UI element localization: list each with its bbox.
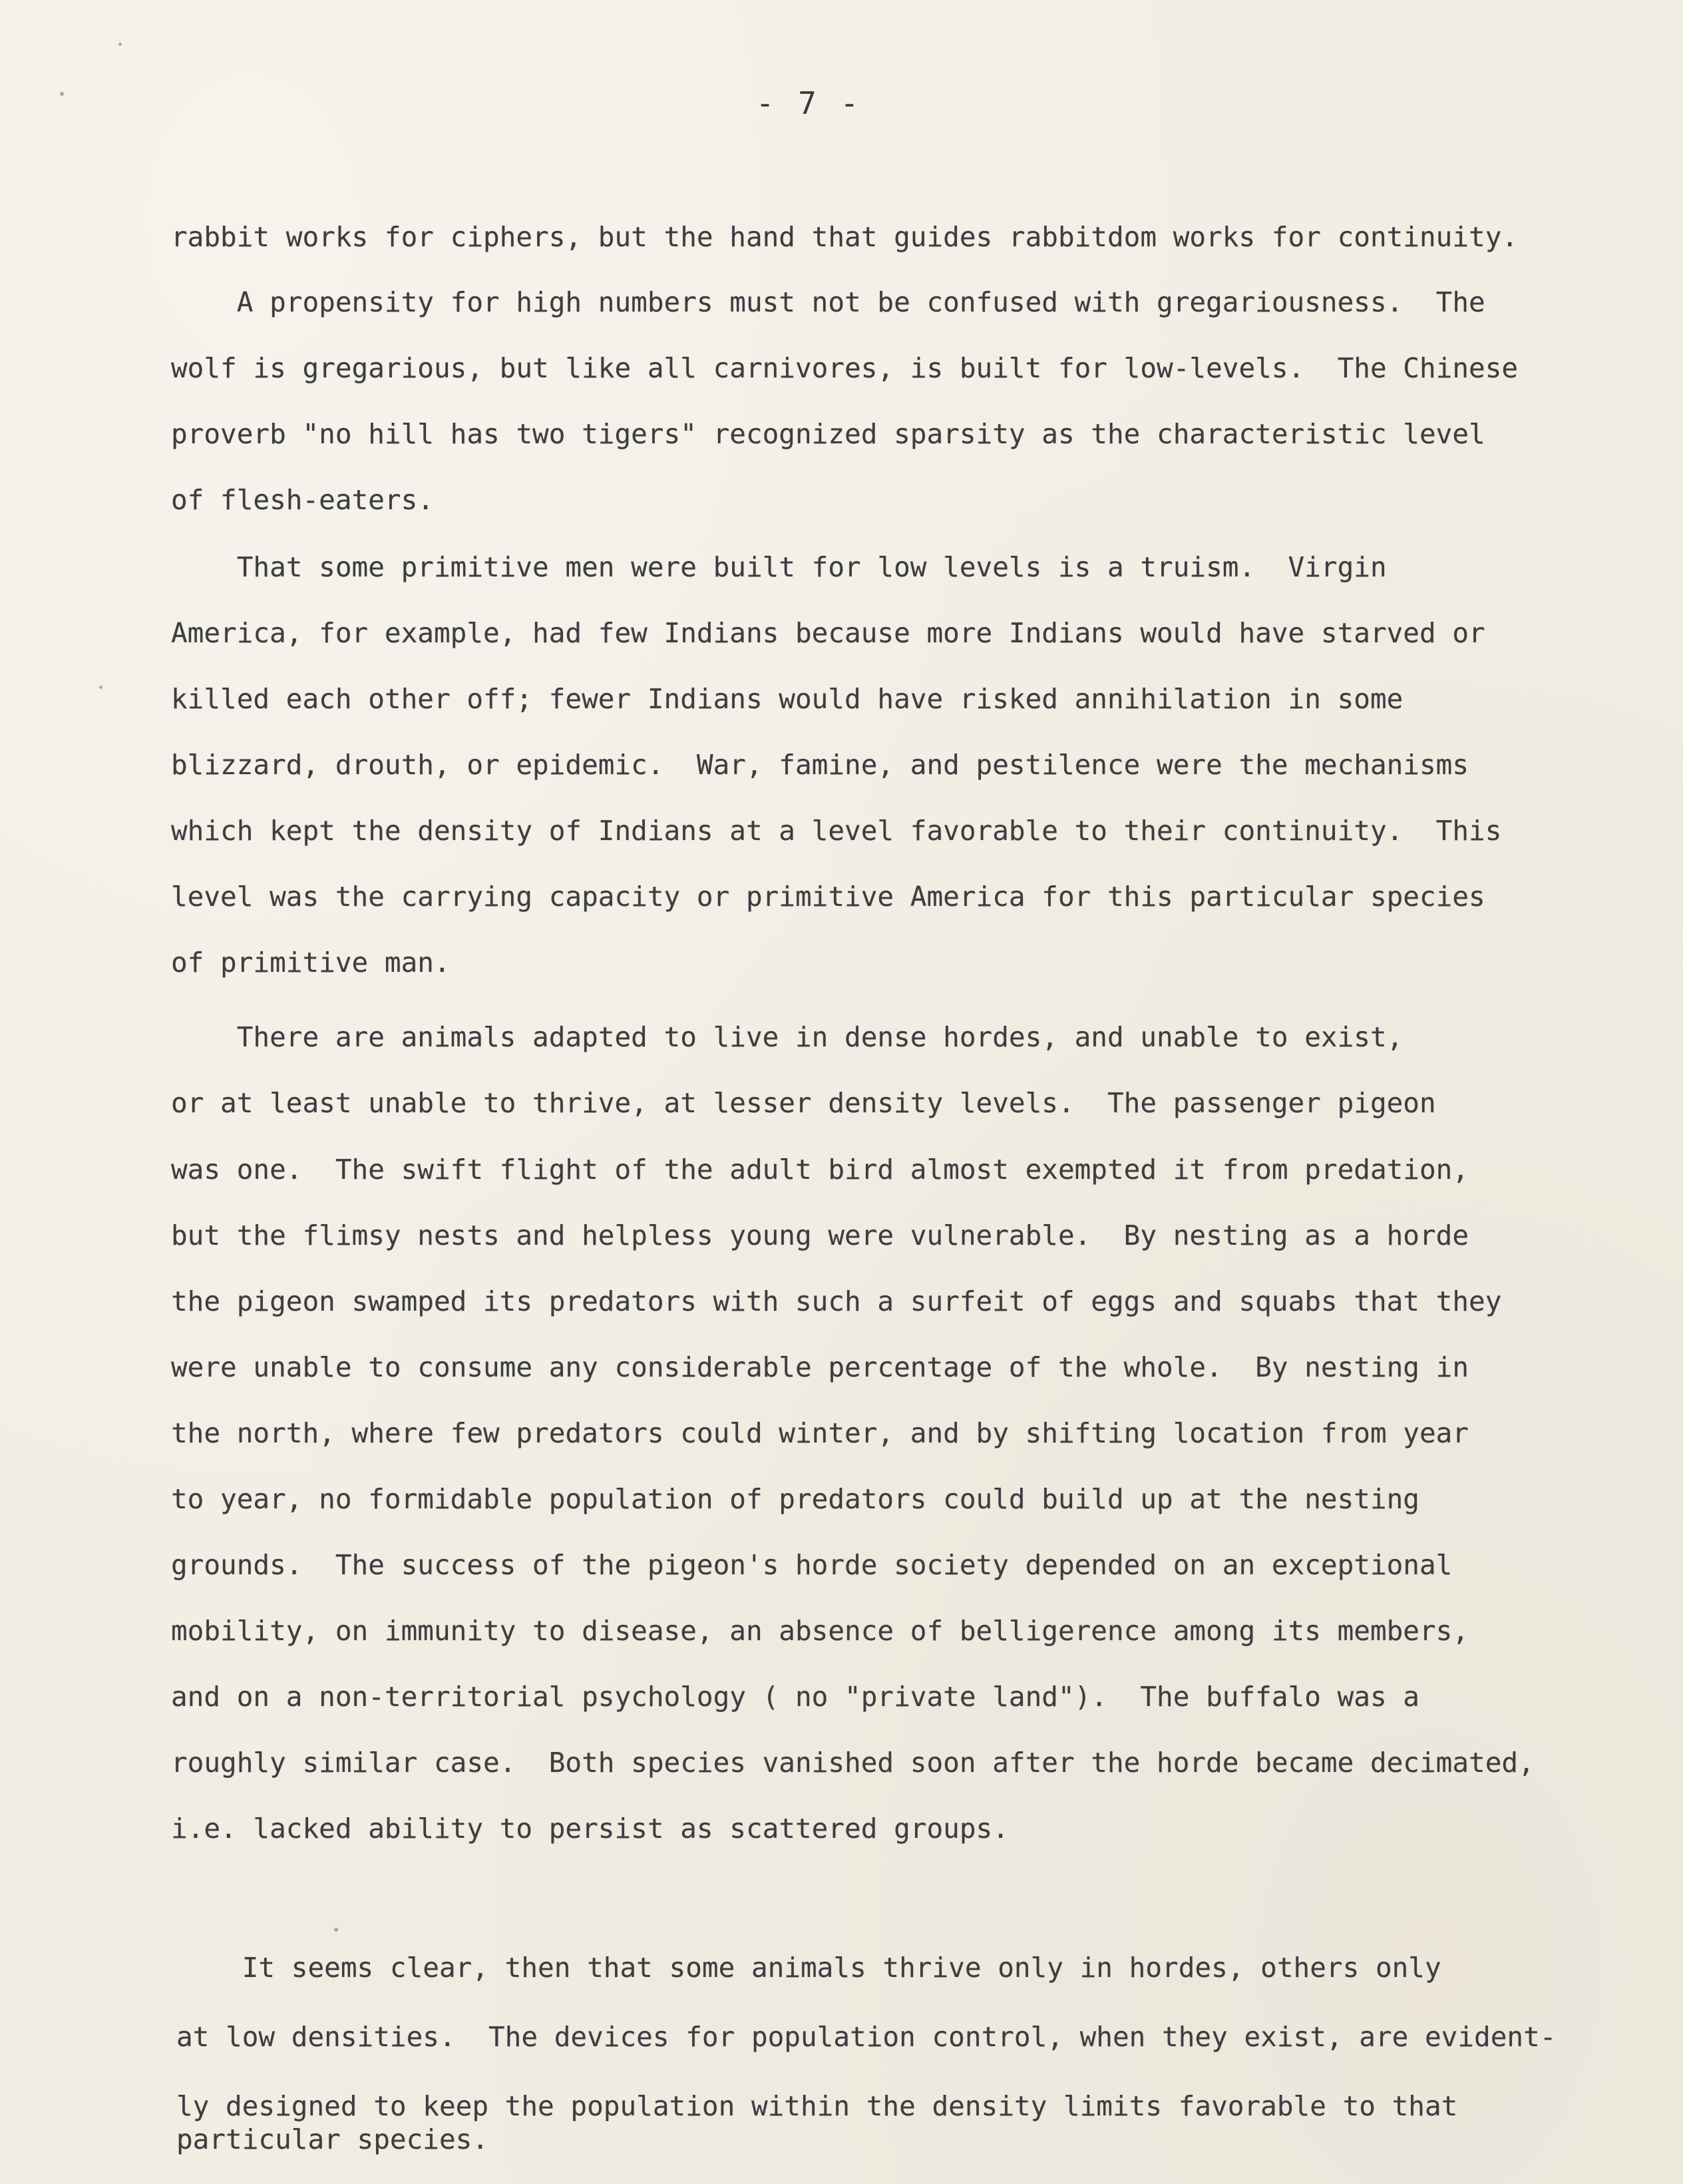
text-line: There are animals adapted to live in dense hordes, and unable to exist, xyxy=(171,1021,1403,1053)
text-line: roughly similar case. Both species vanished soon after the horde became decimated, xyxy=(171,1747,1535,1779)
text-line: at low densities. The devices for population control, when they exist, are evident- xyxy=(176,2021,1557,2053)
text-line: grounds. The success of the pigeon's horde society depended on an exceptional xyxy=(171,1549,1453,1581)
text-line: or at least unable to thrive, at lesser density levels. The passenger pigeon xyxy=(171,1087,1436,1119)
text-line: i.e. lacked ability to persist as scattered groups. xyxy=(171,1813,1009,1845)
text-line: wolf is gregarious, but like all carnivores, is built for low-levels. The Chinese xyxy=(171,352,1519,384)
paper-speck xyxy=(60,92,64,96)
text-line: but the flimsy nests and helpless young were vulnerable. By nesting as a horde xyxy=(171,1219,1469,1251)
text-line: It seems clear, then that some animals thrive only in hordes, others only xyxy=(176,1952,1441,1984)
page-number: - 7 - xyxy=(755,85,862,121)
text-line: was one. The swift flight of the adult bird almost exempted it from predation, xyxy=(171,1154,1469,1186)
text-line: That some primitive men were built for low levels is a truism. Virgin xyxy=(171,551,1387,583)
text-line: proverb "no hill has two tigers" recognized sparsity as the characteristic level xyxy=(171,418,1485,450)
text-line: of primitive man. xyxy=(171,947,451,979)
paper-speck xyxy=(334,1928,338,1932)
text-line: were unable to consume any considerable percentage of the whole. By nesting in xyxy=(171,1351,1469,1383)
text-line: rabbit works for ciphers, but the hand that guides rabbitdom works for continuity. xyxy=(171,221,1519,253)
text-line: level was the carrying capacity or primitive America for this particular species xyxy=(171,881,1485,913)
text-line: to year, no formidable population of predators could build up at the nesting xyxy=(171,1483,1419,1515)
text-line: killed each other off; fewer Indians would have risked annihilation in some xyxy=(171,683,1403,715)
paper-speck xyxy=(118,43,122,46)
paper-speck xyxy=(99,686,102,689)
text-line: and on a non-territorial psychology ( no "private land"). The buffalo was a xyxy=(171,1681,1419,1713)
text-line: particular species. xyxy=(176,2123,488,2155)
text-line: A propensity for high numbers must not be confused with gregariousness. The xyxy=(171,286,1485,318)
text-line: of flesh-eaters. xyxy=(171,484,434,516)
text-line: America, for example, had few Indians because more Indians would have starved or xyxy=(171,617,1485,649)
text-line: which kept the density of Indians at a level favorable to their continuity. This xyxy=(171,815,1502,847)
text-line: blizzard, drouth, or epidemic. War, famine, and pestilence were the mechanisms xyxy=(171,749,1469,781)
text-line: ly designed to keep the population within the density limits favorable to that xyxy=(176,2090,1458,2122)
text-line: mobility, on immunity to disease, an absence of belligerence among its members, xyxy=(171,1615,1469,1647)
text-line: the pigeon swamped its predators with such a surfeit of eggs and squabs that they xyxy=(171,1285,1502,1317)
text-line: the north, where few predators could winter, and by shifting location from year xyxy=(171,1417,1469,1449)
